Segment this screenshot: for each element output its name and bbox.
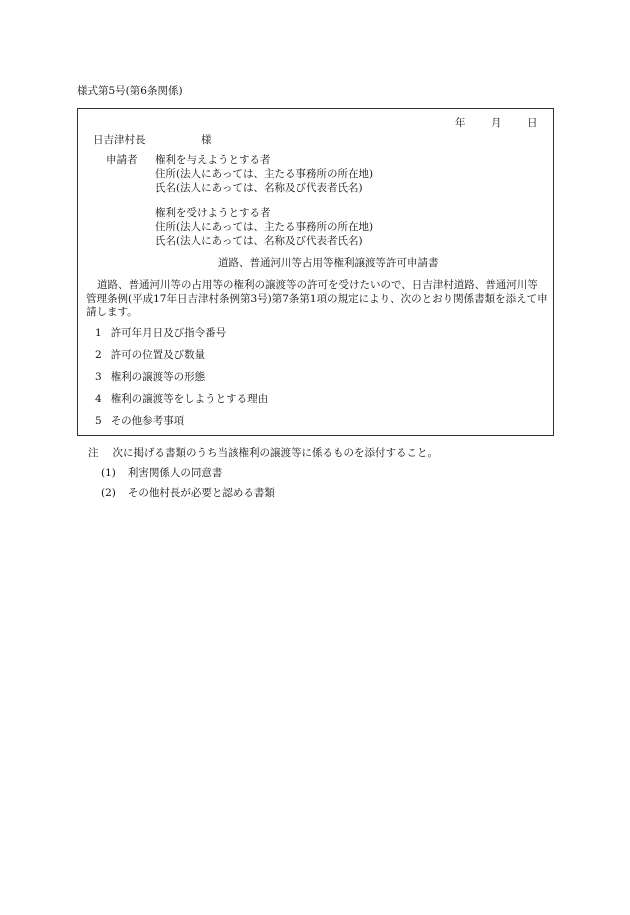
item-number: 2 (95, 349, 102, 361)
note-label: 注 (88, 447, 99, 459)
item-number: 1 (95, 327, 102, 339)
form-number-header: 様式第5号(第6条関係) (77, 85, 183, 97)
list-item (95, 350, 205, 361)
grantor-heading: 権利を与えようとする者 (155, 154, 271, 166)
addressee-name: 日吉津村長 (93, 134, 146, 146)
note-line (88, 448, 438, 459)
date-month-label: 月 (491, 117, 502, 129)
list-item (95, 372, 205, 383)
note-text: 次に掲げる書類のうち当該権利の譲渡等に係るものを添付すること。 (112, 447, 438, 459)
grantee-name-label: 氏名(法人にあっては、名称及び代表者氏名) (155, 235, 363, 247)
date-year-label: 年 (455, 117, 466, 129)
item-number: 4 (95, 393, 102, 405)
list-item (95, 328, 226, 339)
grantor-name-label: 氏名(法人にあっては、名称及び代表者氏名) (155, 182, 363, 194)
note-item-number: (2) (101, 487, 116, 499)
note-list-item (101, 468, 222, 479)
item-text: 許可年月日及び指令番号 (110, 327, 227, 339)
grantee-heading: 権利を受けようとする者 (155, 207, 271, 219)
item-text: 権利の譲渡等をしようとする理由 (110, 393, 269, 405)
application-form-frame (77, 108, 554, 436)
note-item-text: 利害関係人の同意書 (127, 467, 223, 479)
item-number: 5 (95, 415, 102, 427)
document-title: 道路、普通河川等占用等権利譲渡等許可申請書 (218, 257, 439, 269)
item-text: その他参考事項 (110, 415, 185, 427)
application-statement: 道路、普通河川等の占用等の権利の譲渡等の許可を受けたいので、日吉津村道路、普通河川等管理条例(平成17年日吉津村条例第3号)第7条第1項の規定により、次のとおり関係書類を添えて申請します。 (86, 279, 548, 318)
note-list-item (101, 488, 275, 499)
list-item (95, 416, 184, 427)
applicant-label: 申請者 (106, 154, 138, 166)
note-item-text: その他村長が必要と認める書類 (127, 487, 275, 499)
item-text: 権利の譲渡等の形態 (110, 371, 206, 383)
list-item (95, 394, 268, 405)
note-item-number: (1) (101, 467, 116, 479)
item-number: 3 (95, 371, 102, 383)
item-text: 許可の位置及び数量 (110, 349, 206, 361)
grantee-address-label: 住所(法人にあっては、主たる事務所の所在地) (155, 221, 374, 233)
grantor-address-label: 住所(法人にあっては、主たる事務所の所在地) (155, 168, 374, 180)
addressee-honorific: 様 (201, 134, 212, 146)
date-day-label: 日 (527, 117, 538, 129)
